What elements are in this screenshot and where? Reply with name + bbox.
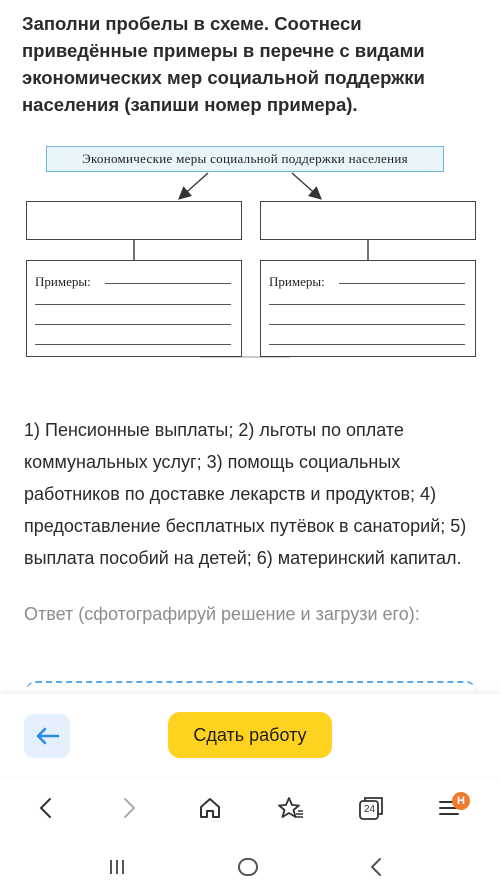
home-circle-icon[interactable]	[233, 852, 263, 882]
tabs-count: 24	[364, 804, 376, 815]
blank-line	[35, 324, 231, 325]
blank-line	[269, 344, 465, 345]
left-measure-box	[26, 201, 242, 240]
notification-badge: H	[452, 792, 470, 810]
left-examples-label: Примеры:	[35, 274, 91, 289]
home-icon[interactable]	[195, 793, 225, 823]
back-chevron-icon[interactable]	[362, 852, 392, 882]
blank-line	[35, 344, 231, 345]
upload-area[interactable]	[26, 681, 476, 693]
back-icon[interactable]	[31, 793, 61, 823]
browser-nav-bar	[0, 780, 500, 840]
blank-line	[105, 283, 231, 284]
blank-line	[269, 324, 465, 325]
arrow-left-icon	[34, 726, 60, 746]
blank-line	[269, 304, 465, 305]
answer-prompt: Ответ (сфотографируй решение и загрузи его):	[24, 604, 420, 624]
favorites-icon[interactable]	[276, 793, 306, 823]
recents-icon[interactable]	[102, 852, 132, 882]
right-examples-box	[260, 260, 476, 357]
right-measure-box	[260, 201, 476, 240]
left-examples-box	[26, 260, 242, 357]
task-text: Заполни пробелы в схеме. Соотнеси приведённые примеры в перечне с видами экономических мер социальной поддержки населения (запиши номер примера).	[22, 13, 425, 115]
diagram-title: Экономические меры социальной поддержки населения	[46, 146, 444, 172]
tabs-icon[interactable]	[356, 793, 386, 823]
blank-line	[339, 283, 465, 284]
blank-line	[35, 304, 231, 305]
submit-button[interactable]: Сдать работу	[168, 712, 332, 758]
forward-icon[interactable]	[114, 793, 144, 823]
right-examples-label: Примеры:	[269, 274, 325, 289]
examples-list: 1) Пенсионные выплаты; 2) льготы по оплате коммунальных услуг; 3) помощь социальных работников по доставке лекарств и продуктов; 4) предоставление бесплатных путёвок в санаторий; 5) выплата пособий на детей; 6) материнский капитал.	[24, 420, 467, 568]
back-button[interactable]	[24, 714, 70, 758]
